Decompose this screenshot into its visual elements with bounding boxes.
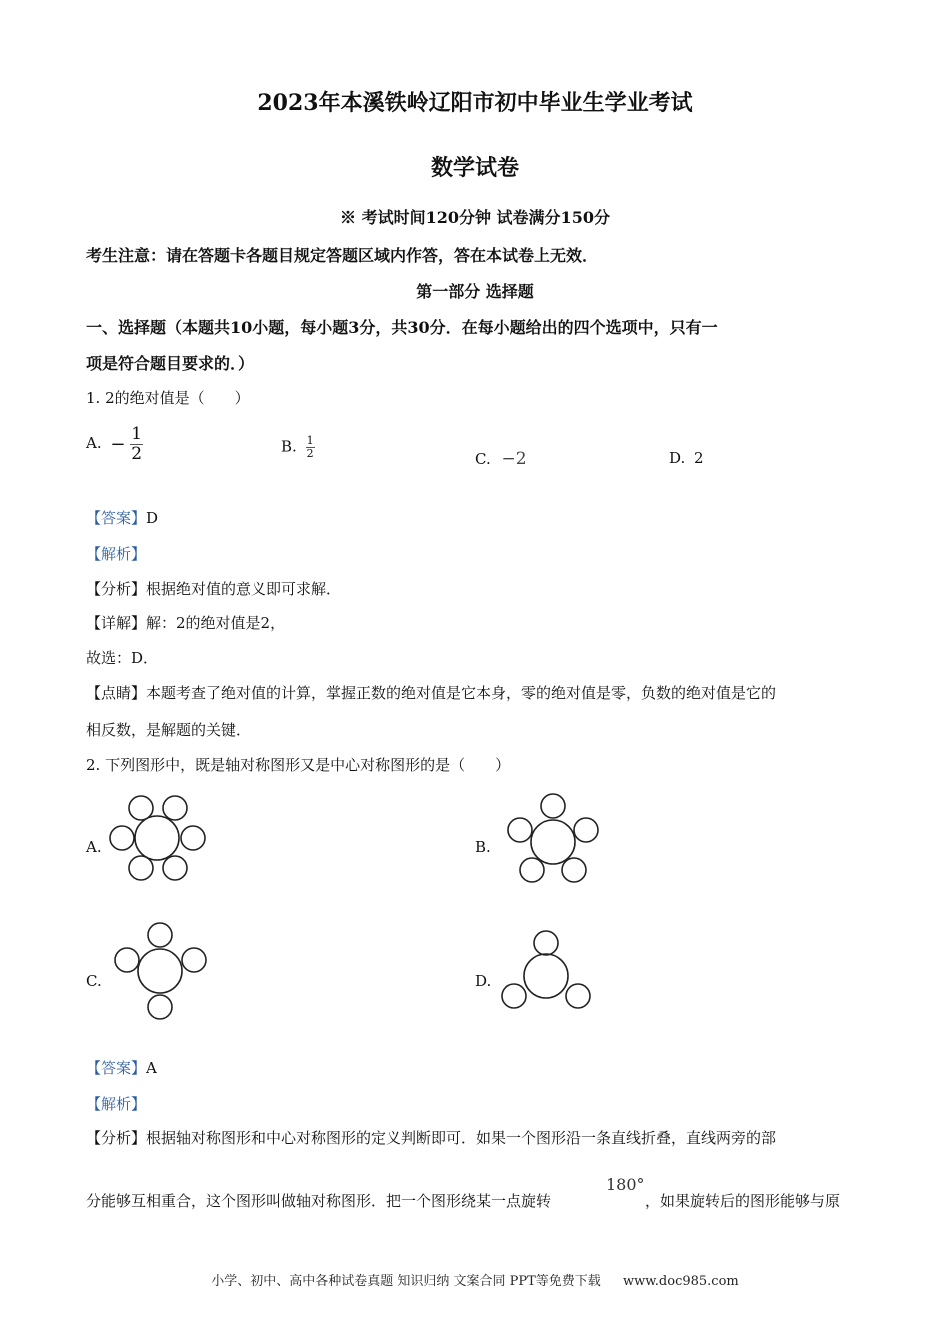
- small-circle: [508, 818, 532, 842]
- fenxi-tag: 【分析】: [86, 580, 147, 598]
- q2-figure-d[interactable]: [496, 925, 596, 1015]
- small-circle: [148, 923, 172, 947]
- exam-title: 2023年本溪铁岭辽阳市初中毕业生学业考试: [257, 90, 693, 116]
- detail-text: 解：2的绝对值是2，: [146, 614, 286, 632]
- detail-tag: 【详解】: [86, 614, 147, 632]
- section-heading-line2: 项是符合题目要求的．）: [86, 354, 255, 373]
- exam-info: ※ 考试时间120分钟 试卷满分150分: [340, 208, 610, 227]
- small-circle: [129, 856, 153, 880]
- small-circle: [115, 948, 139, 972]
- footer-url[interactable]: www.doc985.com: [622, 1274, 739, 1289]
- option-letter: B.: [281, 437, 297, 456]
- q1-option-b[interactable]: [281, 435, 315, 460]
- answer-value: D: [146, 509, 159, 527]
- exam-subtitle: 数学试卷: [430, 155, 519, 181]
- q1-option-c[interactable]: [475, 449, 527, 469]
- fenxi-tag: 【分析】: [86, 1129, 147, 1147]
- q2-option-d-label[interactable]: D.: [475, 972, 492, 990]
- q2-figure-c[interactable]: [108, 918, 213, 1026]
- q1-option-a[interactable]: [86, 425, 143, 463]
- q2-option-a-label[interactable]: A.: [86, 838, 102, 856]
- center-circle: [138, 949, 182, 993]
- answer-tag: 【答案】: [86, 1059, 147, 1077]
- small-circle: [148, 995, 172, 1019]
- q1-comment: [86, 682, 776, 703]
- q1-choice: 故选：D．: [86, 649, 159, 667]
- q2-stem: 2. 下列图形中，既是轴对称图形又是中心对称图形的是（ ）: [86, 756, 511, 774]
- option-letter: C.: [475, 450, 491, 468]
- option-letter: A.: [86, 434, 102, 453]
- answer-tag: 【答案】: [86, 509, 147, 527]
- small-circle: [182, 948, 206, 972]
- comment-tag: 【点睛】: [86, 684, 147, 702]
- denominator: 2: [131, 443, 143, 464]
- q2-fenxi-line2b: ，如果旋转后的图形能够与原: [645, 1192, 841, 1210]
- small-circle: [534, 931, 558, 955]
- option-letter: D.: [669, 449, 686, 467]
- fenxi-text: 根据轴对称图形和中心对称图形的定义判断即可．如果一个图形沿一条直线折叠，直线两旁的部: [146, 1129, 777, 1147]
- minus-sign: −: [110, 433, 126, 455]
- q1-answer: [86, 507, 158, 528]
- small-circle: [502, 984, 526, 1008]
- fenxi-text: 根据绝对值的意义即可求解．: [146, 580, 342, 598]
- q2-figure-b[interactable]: [498, 790, 608, 890]
- fraction: [130, 425, 143, 463]
- center-circle: [135, 816, 179, 860]
- angle-180: 180°: [606, 1175, 645, 1194]
- q1-fenxi: [86, 578, 341, 599]
- q1-stem: 1. 2的绝对值是（ ）: [86, 389, 250, 407]
- part-title: 第一部分 选择题: [416, 282, 534, 301]
- footer-text: 小学、初中、高中各种试卷真题 知识归纳 文案合同 PPT等免费下载: [211, 1274, 601, 1289]
- small-circle: [129, 796, 153, 820]
- small-circle: [574, 818, 598, 842]
- small-circle: [110, 826, 134, 850]
- q1-option-d[interactable]: [669, 449, 704, 467]
- q2-answer: [86, 1057, 157, 1078]
- q2-fenxi-line2a: 分能够互相重合，这个图形叫做轴对称图形．把一个图形绕某一点旋转: [86, 1192, 552, 1210]
- center-circle: [524, 954, 568, 998]
- center-circle: [531, 820, 575, 864]
- small-circle: [163, 856, 187, 880]
- q1-analysis-tag: 【解析】: [86, 545, 147, 563]
- page-footer: [0, 1270, 950, 1289]
- option-value: −2: [501, 449, 527, 469]
- small-circle: [520, 858, 544, 882]
- comment-text: 本题考查了绝对值的计算，掌握正数的绝对值是它本身，零的绝对值是零，负数的绝对值是它的: [146, 684, 777, 702]
- fraction: [306, 435, 315, 460]
- small-circle: [562, 858, 586, 882]
- q2-option-b-label[interactable]: B.: [475, 838, 491, 856]
- q2-figure-a[interactable]: [104, 790, 214, 890]
- q1-comment-line2: 相反数，是解题的关键．: [86, 721, 252, 739]
- small-circle: [566, 984, 590, 1008]
- numerator: 1: [306, 434, 314, 447]
- q2-option-c-label[interactable]: C.: [86, 972, 102, 990]
- answer-value: A: [146, 1059, 157, 1077]
- small-circle: [163, 796, 187, 820]
- numerator: 1: [131, 424, 143, 444]
- small-circle: [181, 826, 205, 850]
- option-value: 2: [694, 449, 704, 467]
- exam-notice: 考生注意：请在答题卡各题目规定答题区域内作答，答在本试卷上无效．: [86, 246, 599, 265]
- q1-detail: [86, 612, 285, 633]
- q2-fenxi: [86, 1127, 776, 1148]
- q2-analysis-tag: 【解析】: [86, 1095, 147, 1113]
- section-heading-line1: 一、选择题（本题共10小题，每小题3分，共30分．在每小题给出的四个选项中，只有一: [86, 318, 718, 337]
- denominator: 2: [306, 447, 314, 461]
- small-circle: [541, 794, 565, 818]
